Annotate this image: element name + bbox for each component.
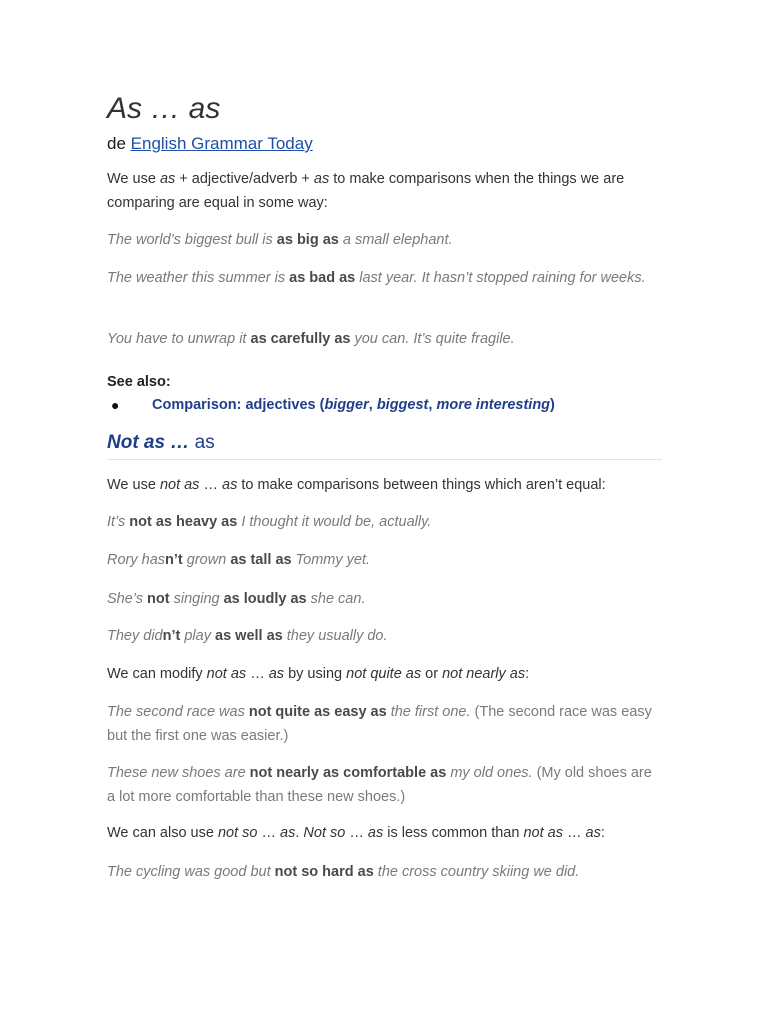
text: not nearly as comfortable as	[249, 765, 447, 781]
text: Not as …	[107, 432, 190, 453]
source-line	[107, 132, 313, 156]
example-sentence	[107, 228, 662, 252]
text: It’s	[107, 514, 130, 530]
text: play	[180, 628, 216, 644]
bullet-icon: ●	[111, 397, 120, 413]
text: You have to unwrap it	[107, 331, 251, 347]
text: The cycling was good but	[107, 864, 275, 880]
text: :	[600, 825, 605, 841]
text: Rory has	[107, 552, 166, 568]
text: We can modify	[107, 666, 207, 682]
text: ,	[428, 397, 437, 413]
text: …	[562, 825, 586, 841]
text: my old ones.	[446, 765, 533, 781]
text: :	[525, 666, 530, 682]
example-sentence	[107, 548, 662, 572]
text: not as	[523, 825, 563, 841]
text: + adjective/adverb +	[175, 171, 314, 187]
text: Comparison: adjectives (	[152, 397, 325, 413]
text: not	[147, 591, 170, 607]
example-sentence	[107, 860, 662, 884]
section-heading	[107, 430, 215, 456]
text: she can.	[306, 591, 366, 607]
text: or	[421, 666, 443, 682]
text: …	[257, 825, 281, 841]
text: bigger	[324, 397, 369, 413]
text: a small elephant.	[338, 232, 453, 248]
text: n’t	[162, 628, 181, 644]
see-also-link[interactable]	[152, 394, 555, 416]
example-sentence	[107, 327, 662, 351]
text: I thought it would be, actually.	[237, 514, 432, 530]
source-prefix: de	[107, 134, 126, 153]
example-sentence	[107, 266, 662, 290]
text: by using	[284, 666, 347, 682]
text: you can. It’s quite fragile.	[350, 331, 515, 347]
text: We use	[107, 171, 160, 187]
text: as	[367, 825, 384, 841]
text: not as heavy as	[129, 514, 238, 530]
text: Not so	[303, 825, 346, 841]
intro-paragraph	[107, 473, 662, 497]
text: (My old shoes are a lot more comfortable than these new shoes.)	[107, 765, 652, 805]
text: not quite as easy as	[248, 704, 387, 720]
text: as big as	[276, 232, 339, 248]
example-sentence	[107, 510, 662, 534]
text: The world’s biggest bull is	[107, 232, 277, 248]
text: …	[345, 825, 368, 841]
text: as loudly as	[223, 591, 307, 607]
page-title: As … as	[107, 92, 221, 125]
text: to make comparisons when the things we are comparing are equal in some way:	[107, 171, 625, 211]
text: as	[313, 171, 330, 187]
text: (The second race was easy but the first one was easier.)	[107, 704, 652, 744]
text: is less common than	[383, 825, 524, 841]
text: the cross country skiing we did.	[373, 864, 580, 880]
text: not as	[159, 477, 200, 493]
text: biggest	[376, 397, 429, 413]
source-link[interactable]: English Grammar Today	[130, 134, 313, 153]
text: Tommy yet.	[291, 552, 371, 568]
example-sentence	[107, 624, 662, 648]
text: more interesting	[436, 397, 551, 413]
text: grown	[182, 552, 231, 568]
text: The second race was	[107, 704, 249, 720]
text: as	[189, 432, 215, 453]
text: as	[585, 825, 601, 841]
text: as well as	[215, 628, 283, 644]
text: They did	[107, 628, 163, 644]
text: We can also use	[107, 825, 218, 841]
text: The weather this summer is	[107, 270, 290, 286]
text: as bad as	[289, 270, 356, 286]
example-sentence	[107, 700, 662, 748]
text: as	[280, 825, 296, 841]
text: not as	[206, 666, 247, 682]
text: singing	[169, 591, 224, 607]
text: as	[268, 666, 285, 682]
text: last year. It hasn’t stopped raining for weeks.	[355, 270, 646, 286]
text: ,	[368, 397, 377, 413]
text: She’s	[107, 591, 148, 607]
text: they usually do.	[282, 628, 388, 644]
also-paragraph	[107, 821, 662, 845]
text: not nearly as	[442, 666, 526, 682]
text: We use	[107, 477, 160, 493]
text: as	[159, 171, 176, 187]
text: These new shoes are	[107, 765, 250, 781]
example-sentence	[107, 587, 662, 611]
text: not so hard as	[274, 864, 374, 880]
text: as carefully as	[250, 331, 351, 347]
text: .	[295, 825, 304, 841]
modify-paragraph	[107, 662, 662, 686]
text: n’t	[165, 552, 183, 568]
text: not so	[217, 825, 258, 841]
text: …	[199, 477, 222, 493]
text: …	[246, 666, 269, 682]
text: to make comparisons between things which aren’t equal:	[237, 477, 606, 493]
text: )	[550, 397, 555, 413]
text: as tall as	[230, 552, 292, 568]
see-also-label: See also:	[107, 374, 171, 390]
text: not quite as	[346, 666, 422, 682]
text: as	[222, 477, 238, 493]
intro-paragraph	[107, 167, 662, 215]
text: the first one.	[386, 704, 471, 720]
example-sentence	[107, 761, 662, 809]
section-divider	[107, 459, 662, 460]
